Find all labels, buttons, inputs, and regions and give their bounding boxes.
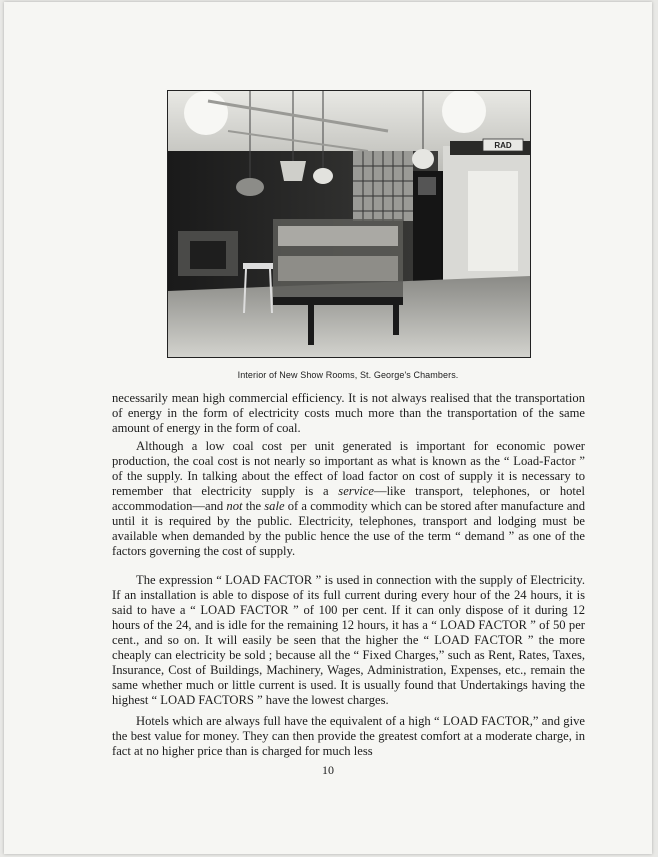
shop-sign-text: RAD bbox=[494, 141, 512, 150]
showroom-photograph bbox=[167, 90, 531, 358]
document-page bbox=[4, 2, 652, 854]
paragraph-1: necessarily mean high commercial efficiency. It is not always realised that the transportation of energy in the form of electricity costs much more than the transportation of the same amount of energy in the form of coal. bbox=[112, 391, 585, 435]
emphasis-not: not bbox=[226, 499, 243, 513]
photo-caption: Interior of New Show Rooms, St. George's Chambers. bbox=[237, 370, 459, 380]
paragraph-2-part-c: the bbox=[242, 499, 265, 513]
paragraph-2 bbox=[112, 439, 585, 559]
paragraph-3: The expression “ LOAD FACTOR ” is used in connection with the supply of Electricity. If an installation is able to dispose of its full current during every hour of the 24 hours, it is said to have a “ LOAD FACTOR ” of 100 per cent. If it can only dispose of it during 12 hours of the 24, and is idle for the remaining 12 hours, it has a “ LOAD FACTOR ” of 50 per cent., and so on. It will easily be seen that the higher the “ LOAD FACTOR ” the more cheaply can electricity be sold ; because all the “ Fixed Charges,” such as Rent, Rates, Taxes, Insurance, Cost of Buildings, Machinery, Wages, Administration, Expenses, etc., remain the same whether much or little current is used. It is usually found that Undertakings having the highest “ LOAD FACTORS ” have the lowest charges. bbox=[112, 573, 585, 707]
paragraph-4: Hotels which are always full have the equivalent of a high “ LOAD FACTOR,” and give the best value for money. They can then provide the greatest comfort at a moderate charge, in fact at no higher price than is charged for much less bbox=[112, 714, 585, 758]
paragraph-2-part-d: of a commodity which can be stored after manufacture and until it is required by the public. Electricity, telephones, transport and lodging must be available when demanded by the public hence the use of the term “ demand ” as one of the factors governing the cost of supply. bbox=[112, 499, 586, 558]
paragraph-2-part-a: Although a low coal cost per unit generated is important for economic power production, the coal cost is not nearly so important as what is known as the “ Load-Factor ” of the supply. In talking about the effect of load factor on cost of supply it is necessary to remember that electricity supply is a bbox=[112, 439, 585, 498]
emphasis-sale: sale bbox=[264, 499, 285, 513]
emphasis-service: service bbox=[338, 484, 374, 498]
paragraph-2-part-b: —like transport, telephones, or hotel accommodation—and bbox=[112, 484, 585, 513]
page-number: 10 bbox=[322, 763, 334, 777]
